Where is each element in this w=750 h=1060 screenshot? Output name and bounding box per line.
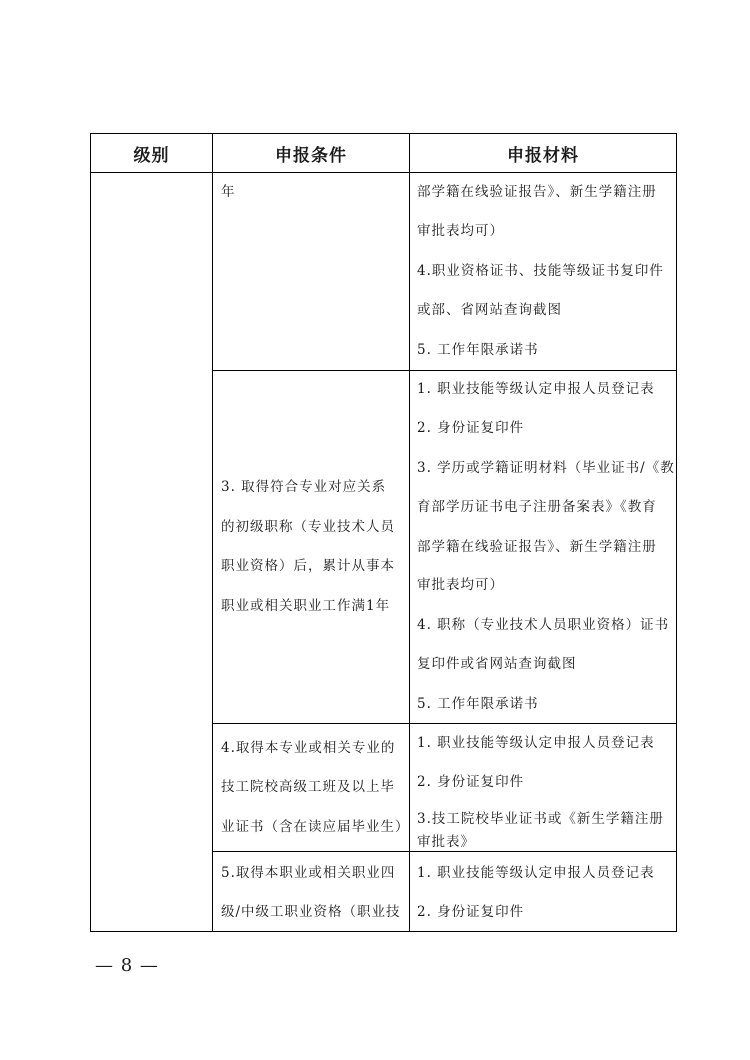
row3-material-line: 审批表》	[417, 834, 475, 850]
row3-condition-line: 技工院校高级工班及以上毕	[221, 779, 395, 795]
row2-condition-line: 职业资格）后，累计从事本	[221, 558, 395, 574]
row4-condition-line: 级/中级工职业资格（职业技	[221, 904, 401, 920]
row3-condition-line: 4.取得本专业或相关专业的	[221, 740, 396, 756]
requirements-table	[90, 133, 677, 932]
row2-condition-line: 3. 取得符合专业对应关系	[221, 479, 387, 495]
row-divider	[212, 370, 676, 371]
row4-material-line: 1. 职业技能等级认定申报人员登记表	[417, 865, 655, 881]
column-divider	[212, 134, 213, 931]
row1-material-line: 4.职业资格证书、技能等级证书复印件	[417, 263, 664, 279]
header-conditions: 申报条件	[275, 145, 347, 166]
row2-material-line: 育部学历证书电子注册备案表》《教育	[417, 499, 657, 515]
row-divider	[212, 723, 676, 724]
row3-condition-line: 业证书（含在读应届毕业生）	[221, 819, 410, 835]
row1-condition: 年	[221, 184, 236, 200]
row2-material-line: 复印件或省网站查询截图	[417, 656, 577, 672]
row2-material-line: 部学籍在线验证报告》、新生学籍注册	[417, 539, 657, 555]
row4-material-line: 2. 身份证复印件	[417, 904, 525, 920]
row4-condition-line: 5.取得本职业或相关职业四	[221, 865, 396, 881]
row2-condition-line: 职业或相关职业工作满1年	[221, 598, 391, 614]
row1-material-line: 5. 工作年限承诺书	[417, 342, 539, 358]
row3-material-line: 1. 职业技能等级认定申报人员登记表	[417, 735, 655, 751]
row2-material-line: 审批表均可）	[417, 577, 504, 593]
page-number: — 8 —	[95, 955, 159, 976]
row1-material-line: 或部、省网站查询截图	[417, 302, 562, 318]
row2-material-line: 5. 工作年限承诺书	[417, 696, 539, 712]
header-divider	[91, 172, 676, 173]
header-level: 级别	[133, 145, 170, 166]
row2-material-line: 4. 职称（专业技术人员职业资格）证书	[417, 617, 670, 633]
row2-condition-line: 的初级职称（专业技术人员	[221, 519, 395, 535]
row2-material-line: 1. 职业技能等级认定申报人员登记表	[417, 381, 655, 397]
row2-material-line: 3. 学历或学籍证明材料（毕业证书/《教	[417, 460, 675, 476]
row3-material-line: 2. 身份证复印件	[417, 774, 525, 790]
row1-material-line: 审批表均可）	[417, 223, 504, 239]
column-divider	[409, 134, 410, 931]
row2-material-line: 2. 身份证复印件	[417, 420, 525, 436]
row1-material-line: 部学籍在线验证报告》、新生学籍注册	[417, 184, 657, 200]
row3-material-line: 3.技工院校毕业证书或《新生学籍注册	[417, 811, 664, 827]
header-materials: 申报材料	[507, 145, 579, 166]
